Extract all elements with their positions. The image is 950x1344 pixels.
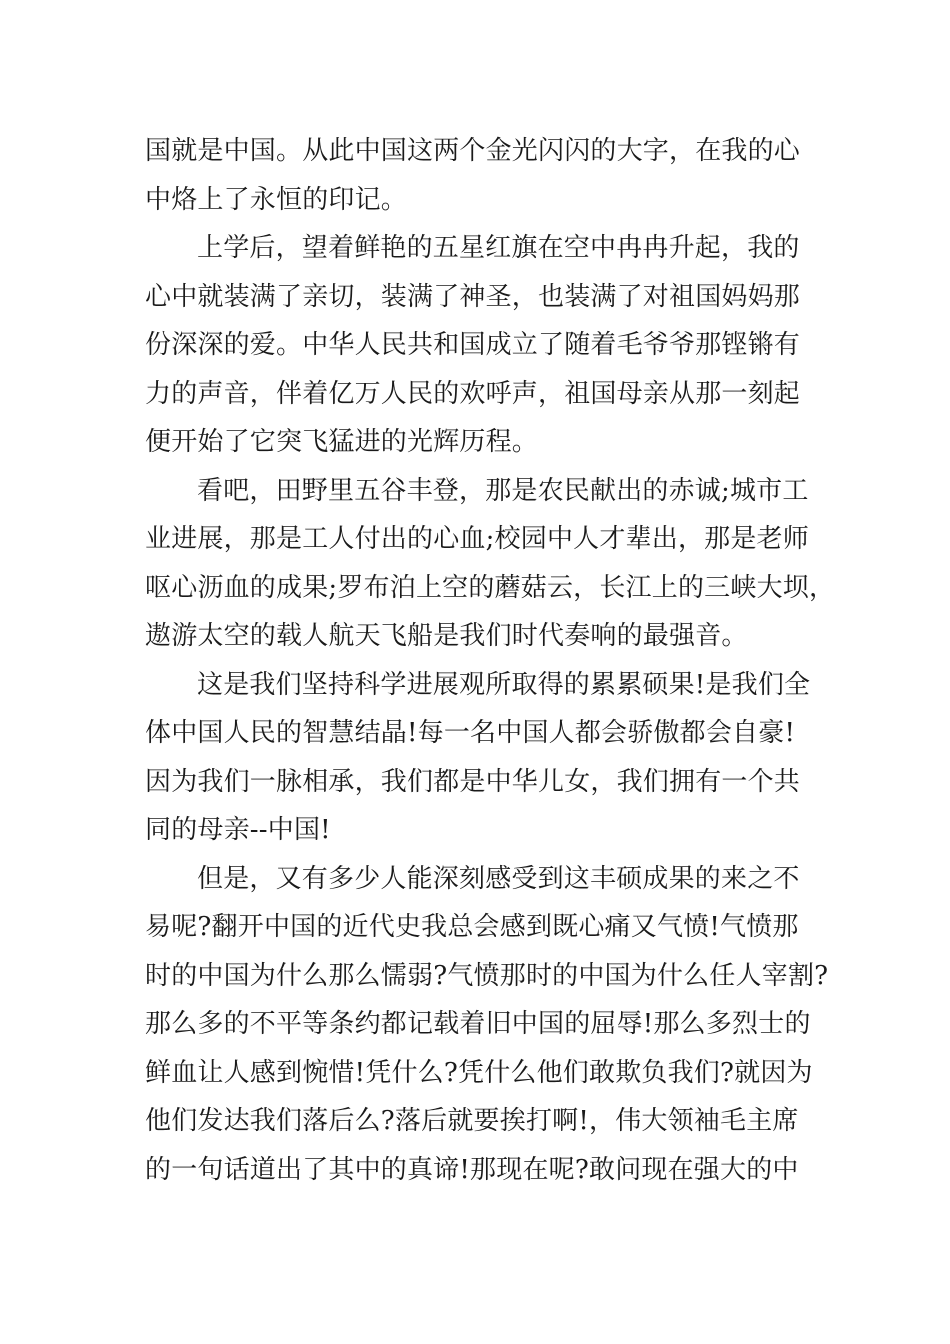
text-line: 鲜血让人感到惋惜!凭什么?凭什么他们敢欺负我们?就因为 (145, 1057, 813, 1088)
text-line: 业进展，那是工人付出的心血;校园中人才辈出，那是老师 (145, 524, 809, 554)
text-line: 遨游太空的载人航天飞船是我们时代奏响的最强音。 (145, 621, 748, 651)
text-line: 因为我们一脉相承，我们都是中华儿女，我们拥有一个共 (145, 766, 801, 797)
text-line: 那么多的不平等条约都记载着旧中国的屈辱!那么多烈士的 (145, 1009, 811, 1039)
text-line: 时的中国为什么那么懦弱?气愤那时的中国为什么任人宰割? (145, 960, 829, 991)
text-line: 的一句话道出了其中的真谛!那现在呢?敢问现在强大的中 (145, 1154, 799, 1185)
text-line: 便开始了它突飞猛进的光辉历程。 (145, 427, 539, 457)
text-line: 呕心沥血的成果;罗布泊上空的蘑菇云，长江上的三峡大坝， (145, 572, 836, 603)
text-line: 体中国人民的智慧结晶!每一名中国人都会骄傲都会自豪! (145, 718, 796, 748)
paragraph-start-line: 看吧，田野里五谷丰登，那是农民献出的赤诚;城市工 (197, 475, 809, 506)
paragraph-start-line: 但是，又有多少人能深刻感受到这丰硕成果的来之不 (197, 863, 800, 894)
text-line: 中烙上了永恒的印记。 (145, 184, 408, 215)
text-line: 力的声音，伴着亿万人民的欢呼声，祖国母亲从那一刻起 (145, 378, 801, 409)
text-line: 同的母亲--中国! (145, 815, 331, 845)
text-line: 份深深的爱。中华人民共和国成立了随着毛爷爷那铿锵有 (145, 330, 801, 360)
paragraph-start-line: 这是我们坚持科学进展观所取得的累累硕果!是我们全 (197, 669, 811, 700)
text-line: 心中就装满了亲切，装满了神圣，也装满了对祖国妈妈那 (145, 281, 801, 312)
text-line: 国就是中国。从此中国这两个金光闪闪的大字，在我的心 (145, 136, 801, 166)
paragraph-start-line: 上学后，望着鲜艳的五星红旗在空中冉冉升起，我的 (197, 233, 800, 263)
text-line: 他们发达我们落后么?落后就要挨打啊!，伟大领袖毛主席 (145, 1106, 799, 1136)
body-text (145, 127, 836, 1194)
text-line: 易呢?翻开中国的近代史我总会感到既心痛又气愤!气愤那 (145, 912, 799, 942)
